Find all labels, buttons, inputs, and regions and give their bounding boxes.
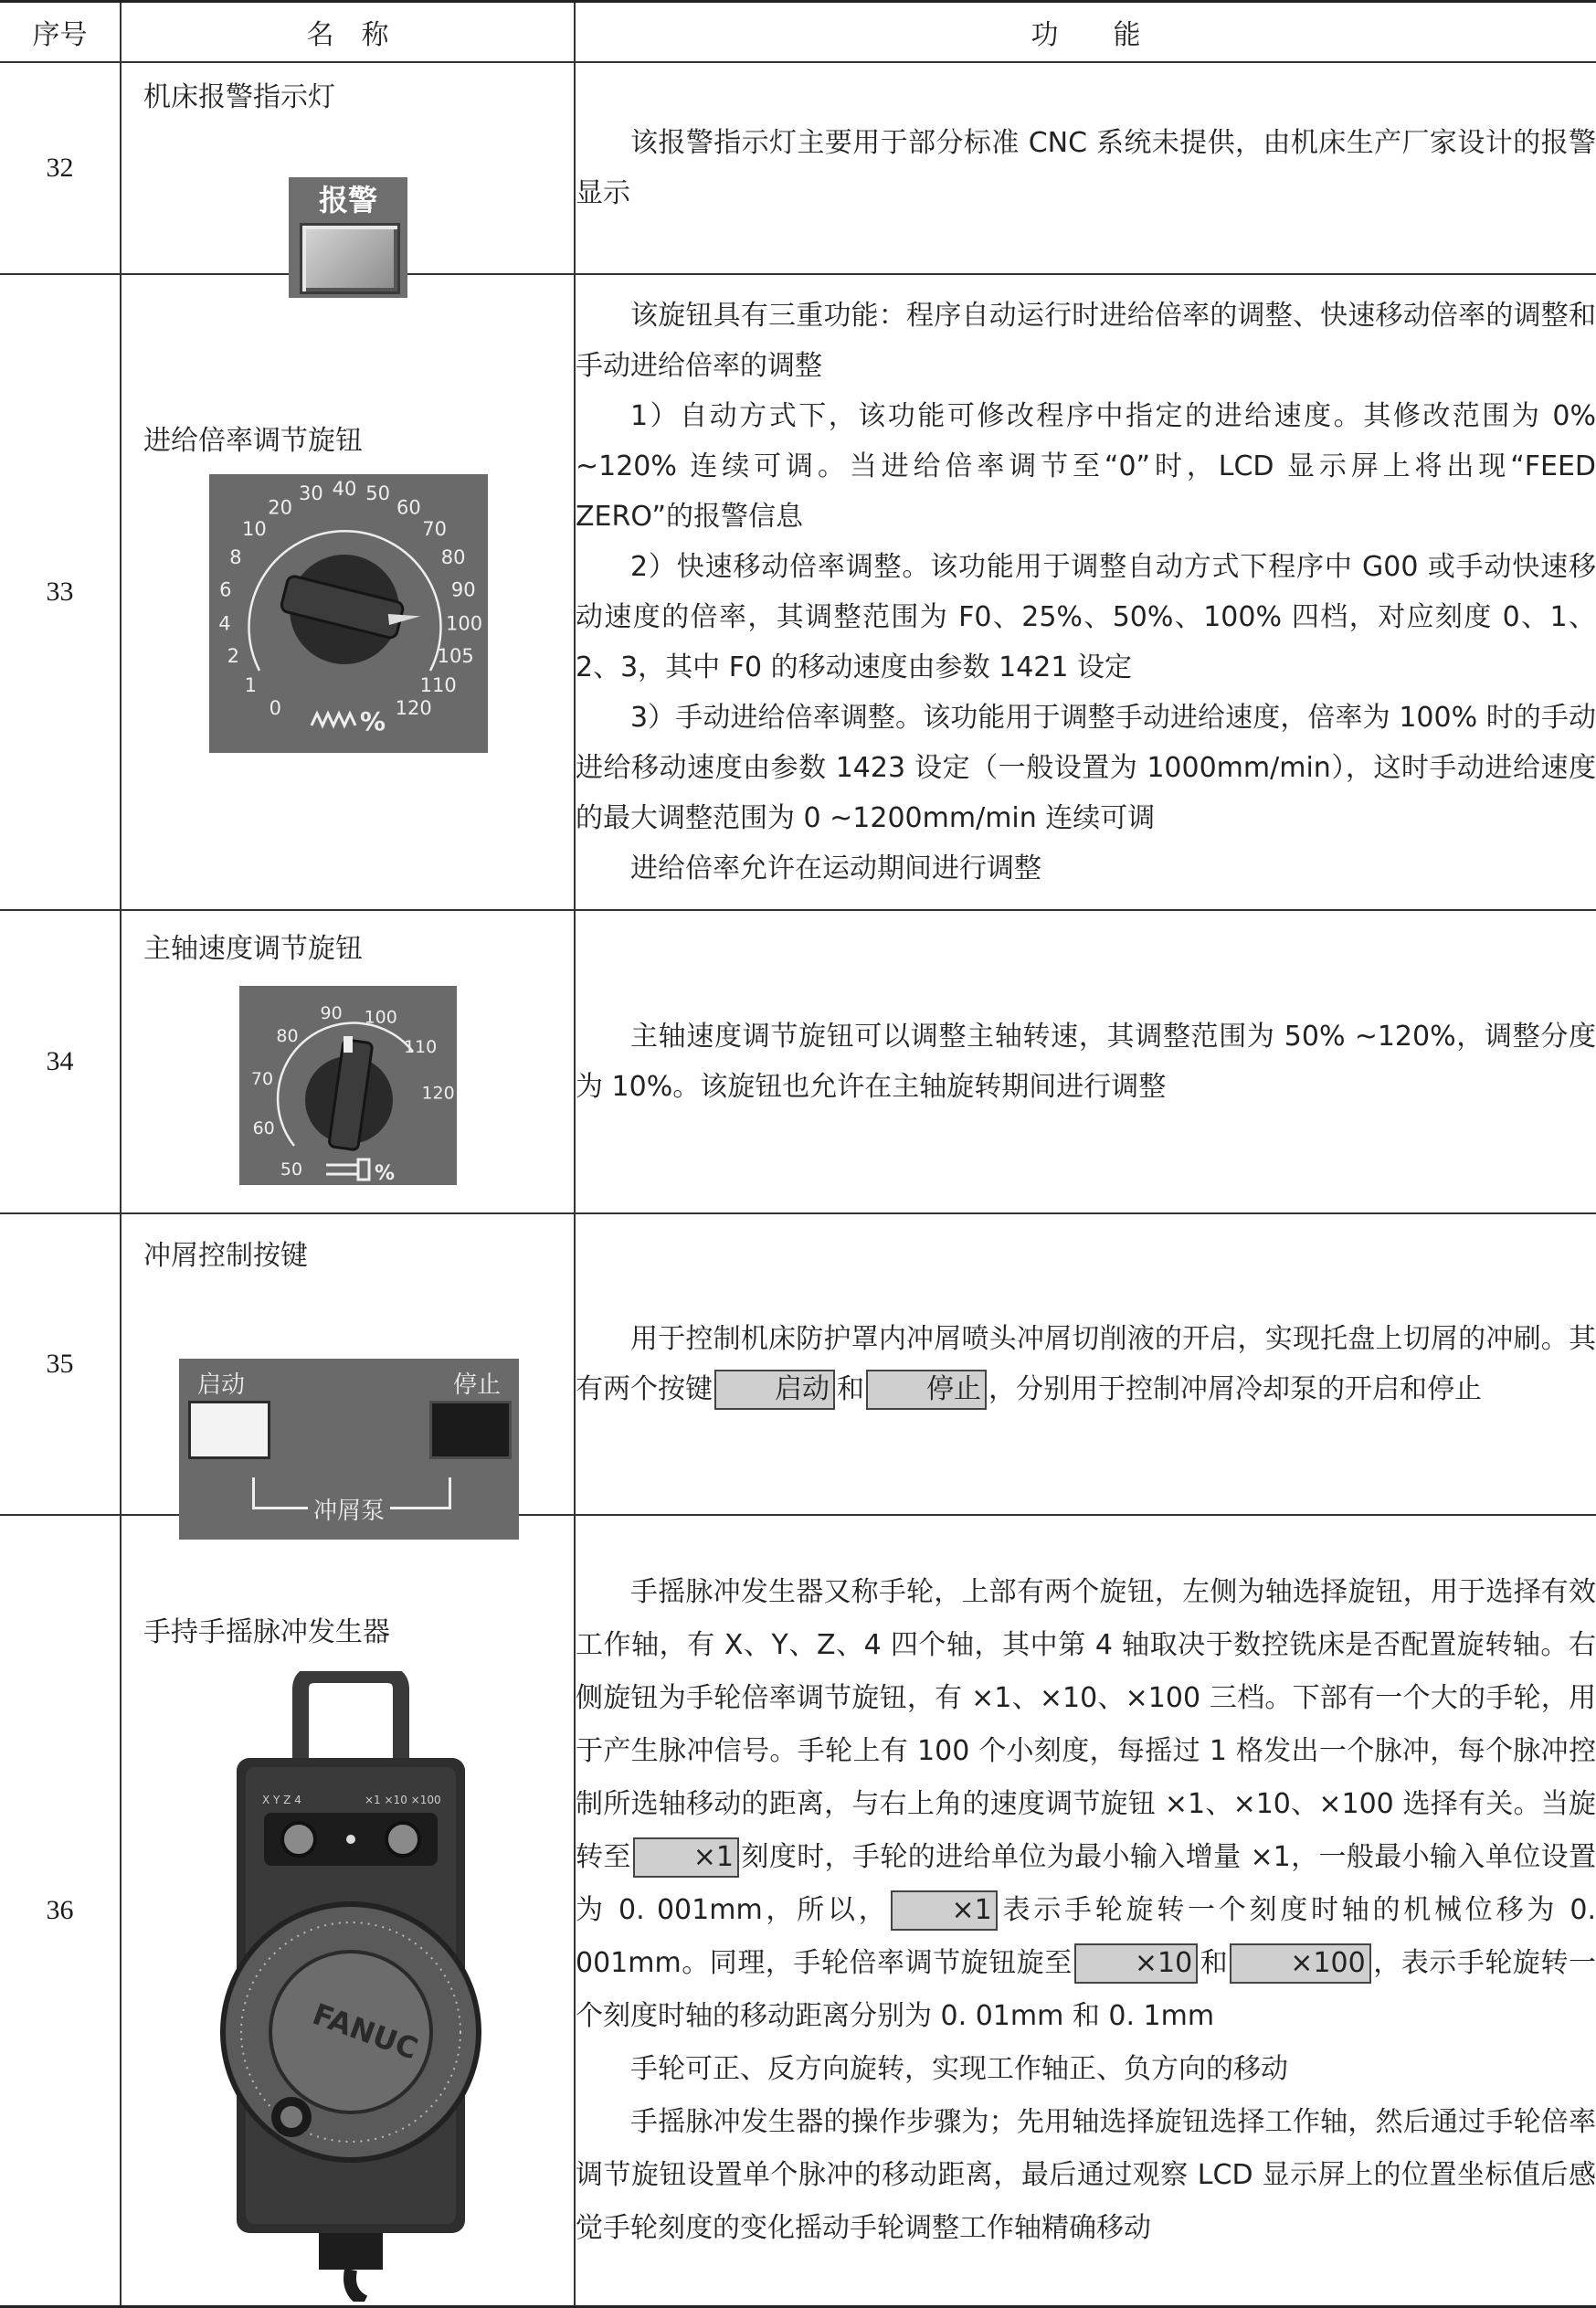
table-row: [0, 62, 1596, 274]
row-func: [575, 1213, 1596, 1515]
func-text: 用于控制机床防护罩内冲屑喷头冲屑切削液的开启，实现托盘上切屑的冲刷。其有两个按键: [576, 1323, 1596, 1405]
start-key-label: 启动: [714, 1370, 835, 1410]
dial-tick-label: 100: [364, 1007, 397, 1028]
coolant-stop-button[interactable]: [429, 1401, 512, 1459]
row-seq: 35: [0, 1213, 121, 1515]
spindle-speed-dial-icon: [239, 986, 457, 1185]
dial-tick-label: 30: [299, 482, 323, 505]
header-seq: 序号: [0, 2, 121, 63]
dial-tick-label: 50: [365, 482, 390, 505]
dial-tick-label: 40: [332, 478, 357, 500]
dial-tick-label: 20: [268, 496, 292, 519]
dial-unit: %: [375, 1162, 396, 1185]
func-paragraph: 进给倍率允许在运动期间进行调整: [630, 852, 1041, 884]
row-name-cell: [121, 1213, 575, 1525]
row-name: 手持手摇脉冲发生器: [143, 1616, 390, 1648]
row-name-cell: [121, 910, 575, 1213]
x1-key-label: ×1: [633, 1837, 739, 1878]
lamp-label: 报警: [318, 183, 377, 217]
pump-label: 冲屑泵: [308, 1498, 390, 1525]
stop-label: 停止: [452, 1371, 501, 1399]
dial-tick-label: 0: [269, 697, 281, 720]
start-label: 启动: [197, 1371, 246, 1399]
handwheel-generator-icon: [209, 1671, 492, 2302]
axis-marks: X Y Z 4: [262, 1794, 301, 1806]
dial-tick-label: 2: [227, 645, 239, 668]
row-name: 进给倍率调节旋钮: [143, 425, 363, 457]
dial-tick-label: 120: [395, 697, 432, 720]
func-text: 和: [837, 1373, 864, 1405]
coolant-panel: [179, 1359, 519, 1540]
func-paragraph: 1）自动方式下，该功能可修改程序中指定的进给速度。其修改范围为 0% ~120% 连续可调。当进给倍率调节至“0”时，LCD 显示屏上将出现“FEED ZERO”的报警信息: [576, 400, 1596, 533]
row-func: [575, 910, 1596, 1213]
row-name-cell: [121, 62, 575, 274]
row-name: 冲屑控制按键: [143, 1240, 308, 1272]
func-paragraph: 该报警指示灯主要用于部分标准 CNC 系统未提供，由机床生产厂家设计的报警显示: [576, 127, 1596, 209]
x10-key-label: ×10: [1074, 1943, 1198, 1984]
row-name-cell: [121, 274, 575, 910]
dial-tick-label: 90: [320, 1002, 343, 1023]
func-paragraph: 主轴速度调节旋钮可以调整主轴转速，其调整范围为 50% ~120%，调整分度为 10%。该旋钮也允许在主轴旋转期间进行调整: [576, 1021, 1596, 1103]
dial-tick-label: 1: [244, 673, 257, 696]
func-paragraph: [576, 1566, 1596, 2043]
brand-logo: FANUC: [308, 1996, 423, 2067]
func-paragraph: [576, 1314, 1596, 1414]
feed-override-dial-icon: [209, 474, 488, 753]
func-text: 和: [1200, 1946, 1229, 1979]
scale-marks: ×1 ×10 ×100: [365, 1794, 441, 1806]
row-func: [575, 274, 1596, 910]
func-text: ，表示手轮旋转一个刻度时轴的移动距离分别为 0. 01mm 和 0. 1mm: [576, 1946, 1596, 2032]
row-seq: 32: [0, 62, 121, 274]
dial-tick-label: 8: [229, 546, 242, 569]
dial-tick-label: 110: [419, 673, 457, 696]
func-text: 表示手轮旋转一个刻度时轴的机械位移为 0. 001mm。同理，手轮倍率调节旋钮旋至: [576, 1893, 1596, 1979]
x100-key-label: ×100: [1230, 1943, 1370, 1984]
stop-key-label: 停止: [866, 1370, 987, 1410]
x1-key-label: ×1: [891, 1890, 997, 1931]
table-row: [0, 274, 1596, 910]
dial-tick-label: 6: [219, 578, 232, 601]
func-paragraph: 手轮可正、反方向旋转，实现工作轴正、负方向的移动: [630, 2052, 1288, 2085]
func-paragraph: 手摇脉冲发生器的操作步骤为；先用轴选择旋钮选择工作轴，然后通过手轮倍率调节旋钮设置单个脉冲的移动距离，最后通过观察 LCD 显示屏上的位置坐标值后感觉手轮刻度的变化摇动手轮调整工作轴精确移动: [576, 2105, 1596, 2244]
func-paragraph: 该旋钮具有三重功能：程序自动运行时进给倍率的调整、快速移动倍率的调整和手动进给倍率的调整: [576, 300, 1596, 382]
row-name-cell: [121, 1515, 575, 2306]
row-name: 机床报警指示灯: [143, 81, 335, 113]
func-paragraph: 3）手动进给倍率调整。该功能用于调整手动进给速度，倍率为 100% 时的手动进给移动速度由参数 1423 设定（一般设置为 1000mm/min），这时手动进给速度的最大调整范围为 0 ~1200mm/min 连续可调: [576, 702, 1596, 834]
dial-unit: %: [360, 706, 386, 736]
dial-tick-label: 80: [276, 1026, 299, 1046]
dial-tick-label: 110: [403, 1036, 438, 1057]
dial-tick-label: 50: [280, 1159, 303, 1180]
func-text: 刻度时，手轮的进给单位为最小输入增量 ×1，一般最小输入单位设置为 0. 001mm，所以，: [576, 1840, 1596, 1926]
header-row: [0, 2, 1596, 63]
dial-tick-label: 90: [450, 578, 476, 601]
func-paragraph: 2）快速移动倍率调整。该功能用于调整自动方式下程序中 G00 或手动快速移动速度的倍率，其调整范围为 F0、25%、50%、100% 四档，对应刻度 0、1、2、3，其中 F0 的移动速度由参数 1421 设定: [576, 551, 1596, 683]
table-row: [0, 1515, 1596, 2306]
header-name: 名 称: [121, 2, 575, 63]
row-func: [575, 1515, 1596, 2306]
func-text: ，分别用于控制冲屑冷却泵的开启和停止: [988, 1373, 1482, 1405]
dial-tick-label: 60: [396, 496, 421, 519]
func-text: 手摇脉冲发生器又称手轮，上部有两个旋钮，左侧为轴选择旋钮，用于选择有效工作轴，有 X、Y、Z、4 四个轴，其中第 4 轴取决于数控铣床是否配置旋转轴。右侧旋钮为手轮倍率调节旋钮，有 ×1、×10、×100 三档。下部有一个大的手轮，用于产生脉冲信号。手轮上有 100 个小刻度，每摇过 1 格发出一个脉冲，每个脉冲控制所选轴移动的距离，与右上角的速度调节旋钮 ×1、×10、×100 选择有关。当旋转至: [576, 1575, 1596, 1873]
table-row: [0, 1213, 1596, 1515]
row-seq: 34: [0, 910, 121, 1213]
dial-tick-label: 4: [218, 612, 231, 635]
row-seq: 33: [0, 274, 121, 910]
dial-tick-label: 10: [242, 518, 267, 541]
table-row: [0, 910, 1596, 1213]
dial-tick-label: 70: [422, 518, 447, 541]
dial-tick-label: 100: [446, 612, 483, 635]
dial-tick-label: 120: [421, 1083, 455, 1104]
dial-tick-label: 80: [440, 546, 466, 569]
dial-tick-label: 60: [252, 1118, 275, 1139]
row-name: 主轴速度调节旋钮: [143, 933, 363, 965]
header-func: 功 能: [575, 2, 1596, 63]
row-seq: 36: [0, 1515, 121, 2306]
coolant-start-button[interactable]: [188, 1401, 270, 1459]
row-func: [575, 62, 1596, 274]
dial-tick-label: 70: [250, 1068, 274, 1089]
dial-tick-label: 105: [437, 645, 474, 668]
